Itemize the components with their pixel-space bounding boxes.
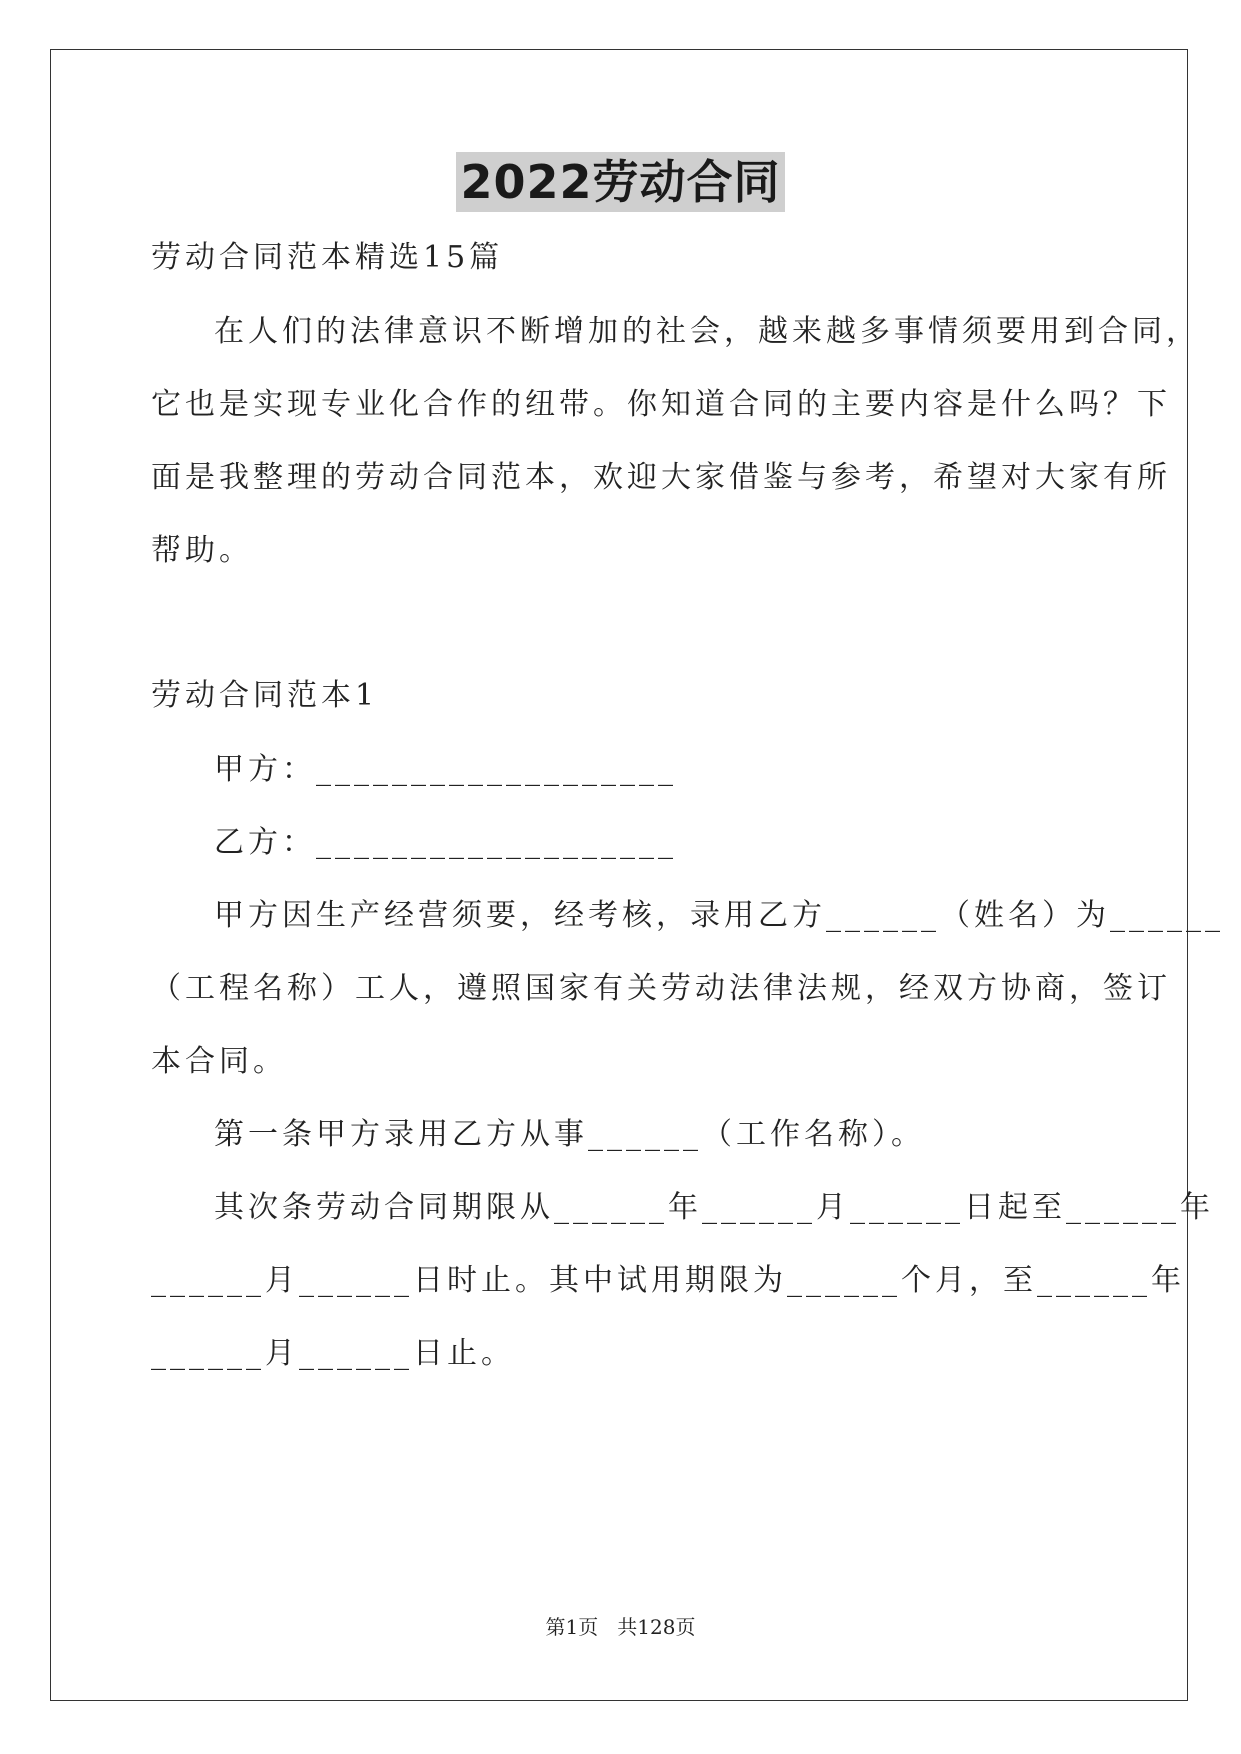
clause-line: ______月______日时止。其中试用期限为______个月，至______年 (151, 1263, 1185, 1298)
body-line: 本合同。 (151, 1044, 287, 1079)
page-border (50, 49, 1188, 1701)
clause-line: 其次条劳动合同期限从______年______月______日起至______年 (214, 1190, 1214, 1225)
party-a-line: 甲方：___________________ (214, 752, 677, 787)
party-b-line: 乙方：___________________ (214, 825, 677, 860)
intro-line: 面是我整理的劳动合同范本，欢迎大家借鉴与参考，希望对大家有所 (151, 460, 1171, 495)
intro-line: 帮助。 (151, 533, 253, 568)
document-subtitle: 劳动合同范本精选15篇 (151, 240, 504, 275)
intro-line: 在人们的法律意识不断增加的社会，越来越多事情须要用到合同， (214, 314, 1200, 349)
intro-line: 它也是实现专业化合作的纽带。你知道合同的主要内容是什么吗？下 (151, 387, 1171, 422)
section-heading: 劳动合同范本1 (151, 678, 379, 713)
document-title: 2022劳动合同 (456, 152, 784, 212)
clause-line: ______月______日止。 (151, 1336, 515, 1371)
body-line: 甲方因生产经营须要，经考核，录用乙方______（姓名）为______ (214, 898, 1224, 933)
body-line: （工程名称）工人，遵照国家有关劳动法律法规，经双方协商，签订 (151, 971, 1171, 1006)
clause-line: 第一条甲方录用乙方从事______（工作名称）。 (214, 1117, 925, 1152)
title-container (0, 152, 1241, 212)
page-footer: 第1页 共128页 (545, 1615, 696, 1639)
